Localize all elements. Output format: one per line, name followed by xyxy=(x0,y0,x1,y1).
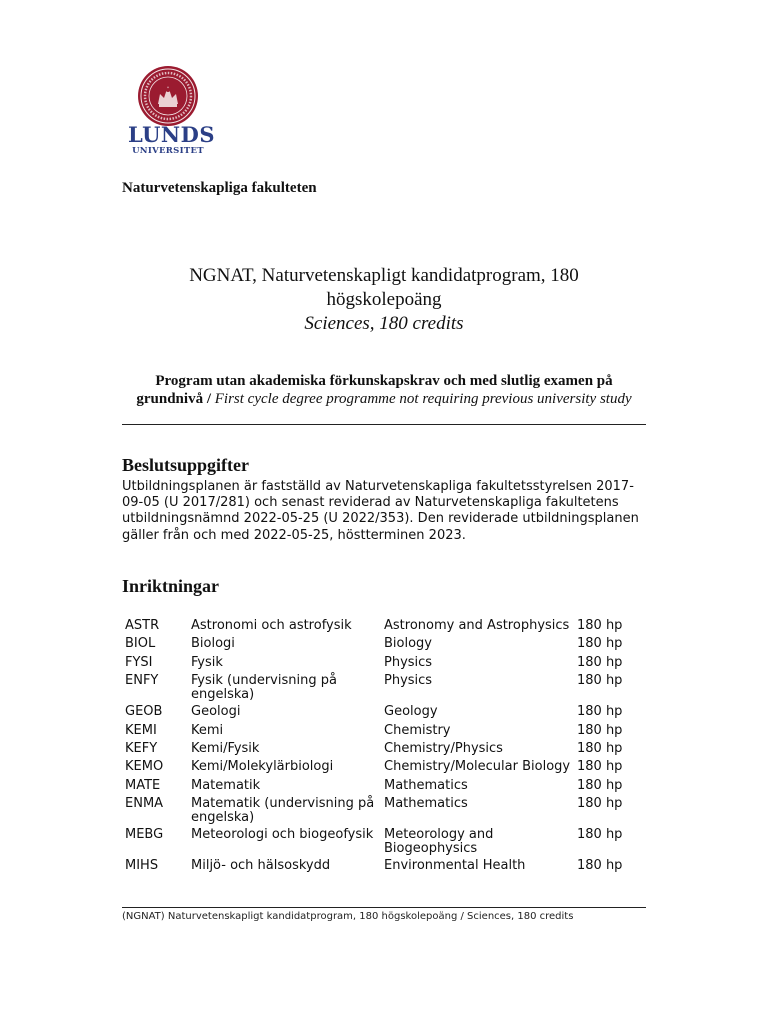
specialization-credits: 180 hp xyxy=(577,827,623,843)
specialization-code: KEMI xyxy=(125,722,157,738)
specialization-name-en: Chemistry/Molecular Biology xyxy=(384,759,571,775)
specialization-name-en: Biology xyxy=(384,636,432,652)
specialization-credits: 180 hp xyxy=(577,722,623,738)
programme-type-en: First cycle degree programme not requiring previous university study xyxy=(214,391,632,407)
specializations-heading: Inriktningar xyxy=(122,576,220,596)
table-row xyxy=(122,724,647,742)
specialization-name-en: Mathematics xyxy=(384,777,468,793)
specialization-credits: 180 hp xyxy=(577,796,623,812)
specialization-code: BIOL xyxy=(125,636,156,652)
table-row xyxy=(122,705,647,723)
specialization-code: ENMA xyxy=(125,796,164,812)
table-row xyxy=(122,859,647,877)
logo-wordmark: LUNDS xyxy=(128,122,216,147)
specialization-name-sv: Fysik xyxy=(191,654,223,670)
table-row xyxy=(122,760,647,778)
specialization-name-en: Physics xyxy=(384,654,433,670)
specialization-credits: 180 hp xyxy=(577,673,623,689)
table-row xyxy=(122,656,647,674)
decision-heading: Beslutsuppgifter xyxy=(122,455,250,475)
specialization-code: MEBG xyxy=(125,827,164,843)
specialization-name-en: Astronomy and Astrophysics xyxy=(384,618,570,633)
specialization-name-en: Physics xyxy=(384,673,433,689)
document-title xyxy=(122,264,646,336)
specialization-name-sv: Kemi/Molekylärbiologi xyxy=(191,759,334,775)
title-main: NGNAT, Naturvetenskapligt kandidatprogram, 180 högskolepoäng xyxy=(189,265,579,310)
specialization-credits: 180 hp xyxy=(577,704,623,720)
specialization-name-en: Geology xyxy=(384,704,438,720)
specialization-name-en: Meteorology and Biogeophysics xyxy=(384,827,494,856)
specialization-credits: 180 hp xyxy=(577,858,623,874)
specialization-credits: 180 hp xyxy=(577,740,623,756)
table-row xyxy=(122,674,647,705)
table-row xyxy=(122,779,647,797)
specialization-name-sv: Biologi xyxy=(191,636,235,652)
specialization-name-sv: Fysik (undervisning på engelska) xyxy=(191,673,337,702)
specialization-name-en: Environmental Health xyxy=(384,858,526,874)
table-row xyxy=(122,828,647,859)
specialization-code: MATE xyxy=(125,777,161,793)
specialization-code: ASTR xyxy=(125,618,160,633)
specialization-name-sv: Miljö- och hälsoskydd xyxy=(191,858,331,874)
faculty-name: Naturvetenskapliga fakulteten xyxy=(122,180,317,196)
decision-text: Utbildningsplanen är fastställd av Naturvetenskapliga fakultetsstyrelsen 2017-09-05 (U 2017/281) och senast reviderad av Naturvetenskapliga fakultetens utbildningsnämnd 2022-05-25 (U 2022/353). Den reviderade utbildningsplanen gäller från och med 2022-05-25, höstterminen 2023. xyxy=(122,479,639,543)
specialization-credits: 180 hp xyxy=(577,759,623,775)
specialization-name-sv: Matematik xyxy=(191,777,261,793)
programme-type xyxy=(122,372,646,408)
footer-divider xyxy=(122,907,646,908)
title-english: Sciences, 180 credits xyxy=(304,313,464,334)
page-footer: (NGNAT) Naturvetenskapligt kandidatprogram, 180 högskolepoäng / Sciences, 180 credits xyxy=(122,911,574,922)
logo-subtitle: UNIVERSITET xyxy=(132,146,204,156)
table-row xyxy=(122,619,647,637)
specialization-name-en: Chemistry/Physics xyxy=(384,740,503,756)
table-row xyxy=(122,797,647,828)
table-row xyxy=(122,742,647,760)
table-row xyxy=(122,637,647,655)
specialization-name-en: Mathematics xyxy=(384,796,468,812)
specialization-code: MIHS xyxy=(125,858,159,874)
specialization-name-sv: Meteorologi och biogeofysik xyxy=(191,827,374,843)
specialization-credits: 180 hp xyxy=(577,636,623,652)
specialization-name-sv: Matematik (undervisning på engelska) xyxy=(191,796,375,825)
specialization-code: FYSI xyxy=(125,654,153,670)
university-seal-icon xyxy=(136,64,200,128)
specialization-credits: 180 hp xyxy=(577,618,623,633)
programme-type-separator: / xyxy=(203,391,215,407)
programme-type-sv: Program utan akademiska förkunskapskrav och med slutlig examen på grundnivå xyxy=(136,373,613,407)
specialization-code: GEOB xyxy=(125,704,163,720)
specialization-name-sv: Geologi xyxy=(191,704,241,720)
specialization-name-en: Chemistry xyxy=(384,722,451,738)
specializations-table xyxy=(122,619,647,878)
specialization-name-sv: Kemi/Fysik xyxy=(191,740,260,756)
specialization-name-sv: Astronomi och astrofysik xyxy=(191,618,352,633)
specialization-code: KEMO xyxy=(125,759,164,775)
specialization-credits: 180 hp xyxy=(577,777,623,793)
header-divider xyxy=(122,424,646,425)
specialization-code: KEFY xyxy=(125,740,158,756)
specialization-name-sv: Kemi xyxy=(191,722,224,738)
specialization-code: ENFY xyxy=(125,673,159,689)
specialization-credits: 180 hp xyxy=(577,654,623,670)
